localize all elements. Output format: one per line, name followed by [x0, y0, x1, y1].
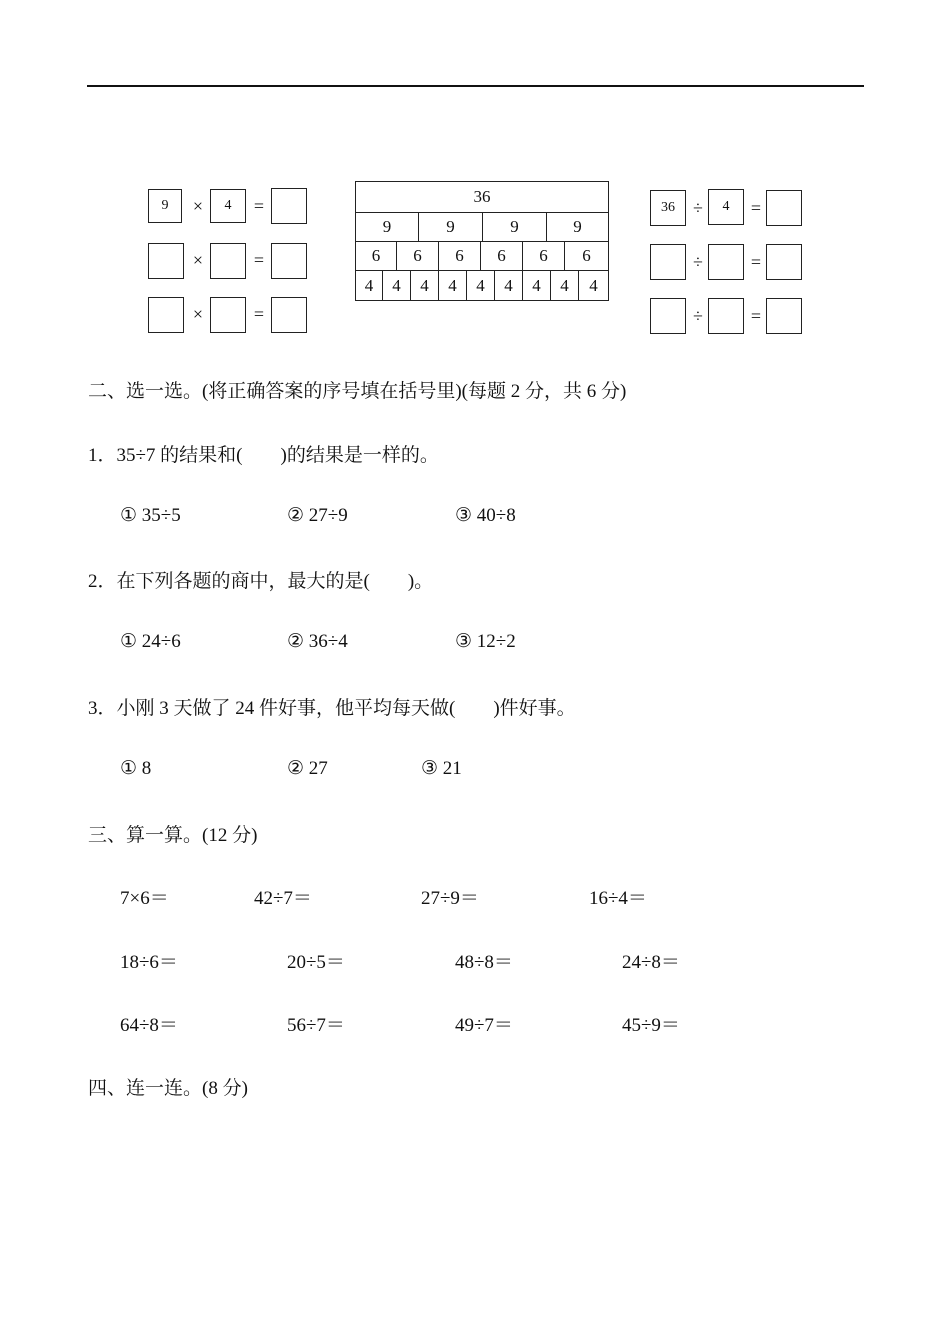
mult-row2-operator: ×	[192, 250, 204, 270]
mult-row3-factor-b[interactable]	[210, 297, 246, 333]
section4-heading: 四、连一连。(8 分)	[88, 1078, 248, 1099]
q3-option-3[interactable]: ③ 21	[421, 758, 462, 779]
bar-cell: 4	[438, 270, 467, 301]
bar-cell: 9	[418, 212, 483, 242]
calc-item: 45÷9＝	[622, 1015, 680, 1036]
div-row1-divisor[interactable]: 4	[708, 189, 744, 225]
calc-item: 42÷7＝	[254, 888, 312, 909]
div-row1-result[interactable]	[766, 190, 802, 226]
bar-cell: 9	[482, 212, 547, 242]
div-row2-equals: =	[750, 252, 762, 272]
q2-option-1[interactable]: ① 24÷6	[120, 631, 181, 652]
section3-heading: 三、算一算。(12 分)	[88, 825, 258, 846]
mult-row3-operator: ×	[192, 304, 204, 324]
div-row2-dividend[interactable]	[650, 244, 686, 280]
mult-row2-equals: =	[253, 250, 265, 270]
div-row1-dividend[interactable]: 36	[650, 190, 686, 226]
calc-item: 64÷8＝	[120, 1015, 178, 1036]
div-row3-result[interactable]	[766, 298, 802, 334]
calc-item: 48÷8＝	[455, 952, 513, 973]
bar-cell: 4	[466, 270, 495, 301]
q2-text: 2．在下列各题的商中，最大的是( )。	[88, 571, 434, 592]
div-row2-operator: ÷	[693, 252, 703, 272]
mult-row2-result[interactable]	[271, 243, 307, 279]
bar-cell: 9	[355, 212, 419, 242]
q2-option-3[interactable]: ③ 12÷2	[455, 631, 516, 652]
top-rule	[87, 85, 864, 87]
div-row2-divisor[interactable]	[708, 244, 744, 280]
q1-option-3[interactable]: ③ 40÷8	[455, 505, 516, 526]
calc-item: 16÷4＝	[589, 888, 647, 909]
q2-option-2[interactable]: ② 36÷4	[287, 631, 348, 652]
mult-row3-equals: =	[253, 304, 265, 324]
bar-row-fours	[355, 270, 609, 301]
q3-option-2[interactable]: ② 27	[287, 758, 328, 779]
q1-text: 1．35÷7 的结果和( )的结果是一样的。	[88, 445, 439, 466]
q3-text: 3．小刚 3 天做了 24 件好事，他平均每天做( )件好事。	[88, 698, 576, 719]
bar-cell: 4	[382, 270, 411, 301]
div-row3-divisor[interactable]	[708, 298, 744, 334]
mult-row3-factor-a[interactable]	[148, 297, 184, 333]
mult-row1-factor-b[interactable]: 4	[210, 189, 246, 223]
calc-item: 18÷6＝	[120, 952, 178, 973]
mult-row2-factor-b[interactable]	[210, 243, 246, 279]
bar-cell: 6	[438, 241, 481, 271]
calc-item: 49÷7＝	[455, 1015, 513, 1036]
bar-total-cell: 36	[355, 181, 609, 213]
div-row2-result[interactable]	[766, 244, 802, 280]
div-row3-equals: =	[750, 306, 762, 326]
mult-row1-operator: ×	[192, 196, 204, 216]
bar-row-sixes	[355, 241, 609, 271]
bar-cell: 4	[494, 270, 523, 301]
mult-row2-factor-a[interactable]	[148, 243, 184, 279]
bar-cell: 4	[578, 270, 609, 301]
calc-item: 20÷5＝	[287, 952, 345, 973]
bar-row-nines	[355, 212, 609, 242]
mult-row3-result[interactable]	[271, 297, 307, 333]
bar-cell: 6	[522, 241, 565, 271]
q1-option-1[interactable]: ① 35÷5	[120, 505, 181, 526]
bar-total-row	[355, 181, 609, 213]
mult-row1-factor-a[interactable]: 9	[148, 189, 182, 223]
mult-row1-equals: =	[253, 196, 265, 216]
mult-row1-result[interactable]	[271, 188, 307, 224]
calc-item: 7×6＝	[120, 888, 169, 909]
bar-cell: 6	[564, 241, 609, 271]
bar-cell: 6	[355, 241, 397, 271]
bar-cell: 4	[522, 270, 551, 301]
div-row1-equals: =	[750, 198, 762, 218]
calc-item: 27÷9＝	[421, 888, 479, 909]
calc-item: 56÷7＝	[287, 1015, 345, 1036]
bar-cell: 4	[410, 270, 439, 301]
div-row3-operator: ÷	[693, 306, 703, 326]
section2-heading: 二、选一选。(将正确答案的序号填在括号里)(每题 2 分，共 6 分)	[88, 381, 627, 402]
div-row3-dividend[interactable]	[650, 298, 686, 334]
calc-item: 24÷8＝	[622, 952, 680, 973]
bar-cell: 4	[550, 270, 579, 301]
bar-model-diagram	[355, 181, 609, 301]
bar-cell: 6	[480, 241, 523, 271]
q1-option-2[interactable]: ② 27÷9	[287, 505, 348, 526]
q3-option-1[interactable]: ① 8	[120, 758, 152, 779]
div-row1-operator: ÷	[693, 198, 703, 218]
bar-cell: 6	[396, 241, 439, 271]
bar-cell: 9	[546, 212, 609, 242]
bar-cell: 4	[355, 270, 383, 301]
